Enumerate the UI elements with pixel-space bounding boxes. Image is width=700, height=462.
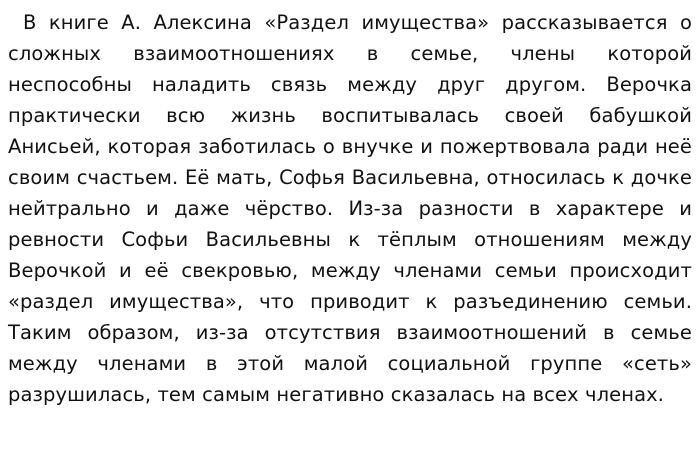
document-body	[8, 7, 692, 410]
essay-paragraph: В книге А. Алексина «Раздел имущества» рассказывается о сложных взаимоотношениях в семье, члены которой неспособны наладить связь между друг другом. Верочка практически всю жизнь воспитывалась своей бабушкой Анисьей, которая заботилась о внучке и пожертвовала ради неё своим счастьем. Её мать, Софья Васильевна, относилась к дочке нейтрально и даже чёрство. Из-за разности в характере и ревности Софьи Васильевны к тёплым отношениям между Верочкой и её свекровью, между членами семьи происходит «раздел имущества», что приводит к разъединению семьи. Таким образом, из-за отсутствия взаимоотношений в семье между членами в этой малой социальной группе «сеть» разрушилась, тем самым негативно сказалась на всех членах.	[8, 11, 692, 406]
